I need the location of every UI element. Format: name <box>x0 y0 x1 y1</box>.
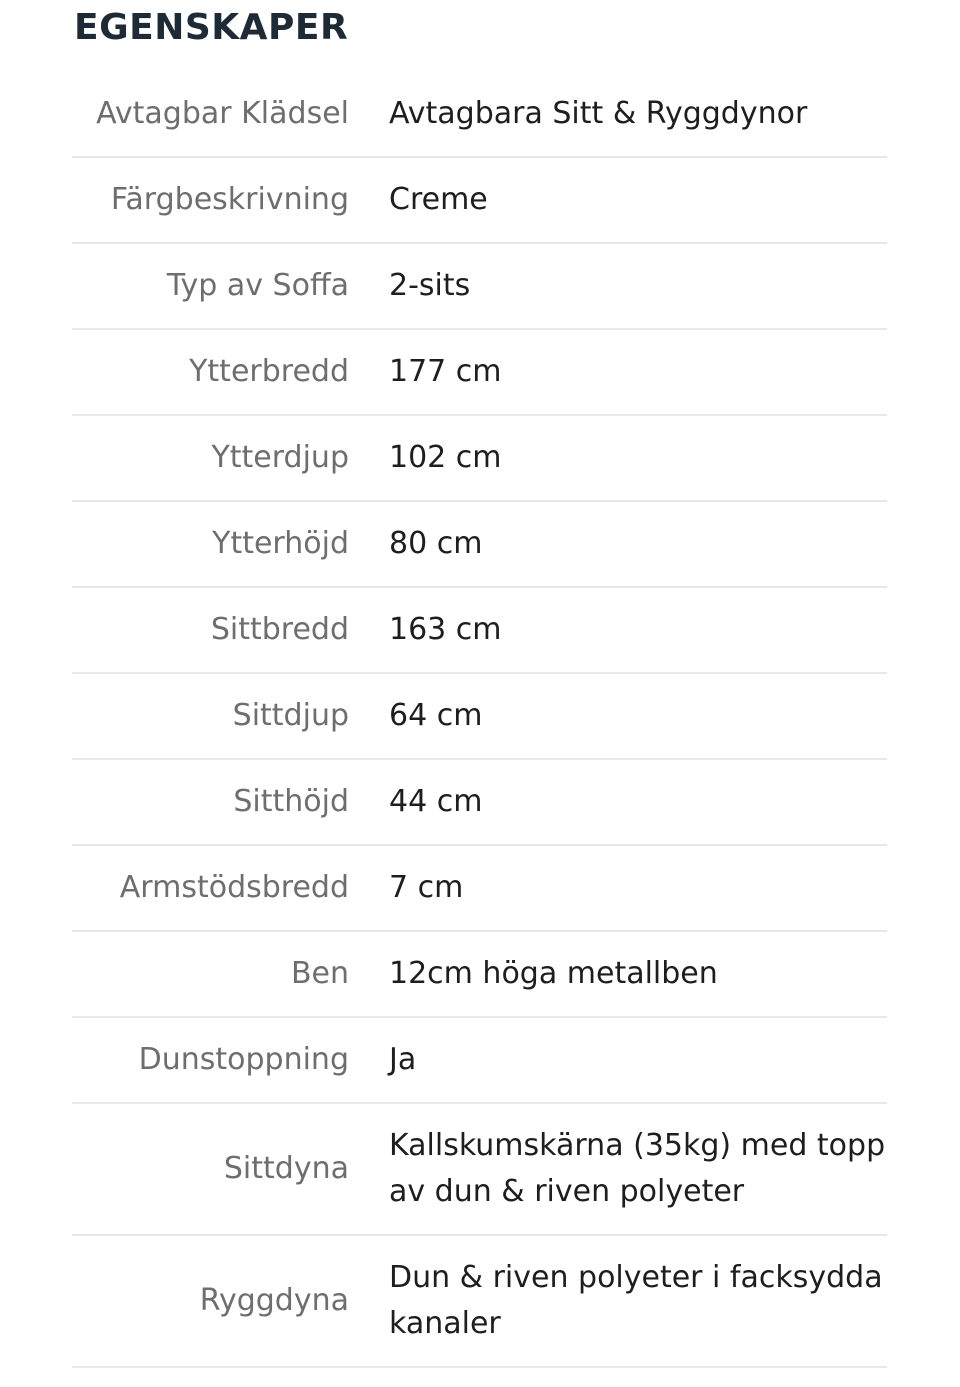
spec-row-sittbredd <box>72 587 887 673</box>
spec-label: Sitthöjd <box>233 784 349 819</box>
spec-row-avtagbar-kladsel <box>72 71 887 157</box>
spec-label: Sittbredd <box>210 612 349 647</box>
spec-row-sittdjup <box>72 673 887 759</box>
section-title: EGENSKAPER <box>74 7 349 48</box>
spec-row-ryggdyna <box>72 1235 887 1367</box>
spec-value: Kallskumskärna (35kg) med topp av dun & riven polyeter <box>389 1128 886 1209</box>
spec-row-ytterhojd <box>72 501 887 587</box>
spec-value: 12cm höga metallben <box>389 956 718 991</box>
spec-row-sittdyna <box>72 1103 887 1235</box>
spec-value: Dun & riven polyeter i facksydda kanaler <box>389 1260 883 1341</box>
spec-value: 102 cm <box>389 440 502 475</box>
spec-row-armstodsbredd <box>72 845 887 931</box>
spec-label: Ytterbredd <box>189 354 349 389</box>
spec-row-dunstoppning <box>72 1017 887 1103</box>
spec-label: Ben <box>290 956 349 991</box>
spec-row-sitthojd <box>72 759 887 845</box>
spec-value: 163 cm <box>389 612 502 647</box>
spec-label: Armstödsbredd <box>119 870 349 905</box>
spec-label: Ytterhöjd <box>212 526 349 561</box>
spec-table <box>72 71 887 1368</box>
spec-label: Typ av Soffa <box>166 268 349 303</box>
spec-value: 44 cm <box>389 784 483 819</box>
spec-row-ytterbredd <box>72 329 887 415</box>
spec-row-fargbeskrivning <box>72 157 887 243</box>
spec-value: Creme <box>389 182 488 217</box>
spec-row-typ-av-soffa <box>72 243 887 329</box>
spec-label: Sittdyna <box>223 1151 349 1186</box>
spec-value: 64 cm <box>389 698 483 733</box>
spec-value: Ja <box>389 1042 417 1077</box>
spec-label: Ryggdyna <box>199 1283 349 1318</box>
spec-label: Sittdjup <box>232 698 349 733</box>
spec-row-ben <box>72 931 887 1017</box>
spec-value: 2-sits <box>389 268 471 303</box>
spec-value: Avtagbara Sitt & Ryggdynor <box>389 95 808 131</box>
spec-label: Avtagbar Klädsel <box>96 95 349 131</box>
spec-value: 177 cm <box>389 354 502 389</box>
spec-label: Dunstoppning <box>138 1042 349 1077</box>
spec-row-ytterdjup <box>72 415 887 501</box>
spec-label: Ytterdjup <box>211 440 349 475</box>
spec-value: 80 cm <box>389 526 483 561</box>
spec-label: Färgbeskrivning <box>110 182 349 217</box>
spec-value: 7 cm <box>389 870 464 905</box>
